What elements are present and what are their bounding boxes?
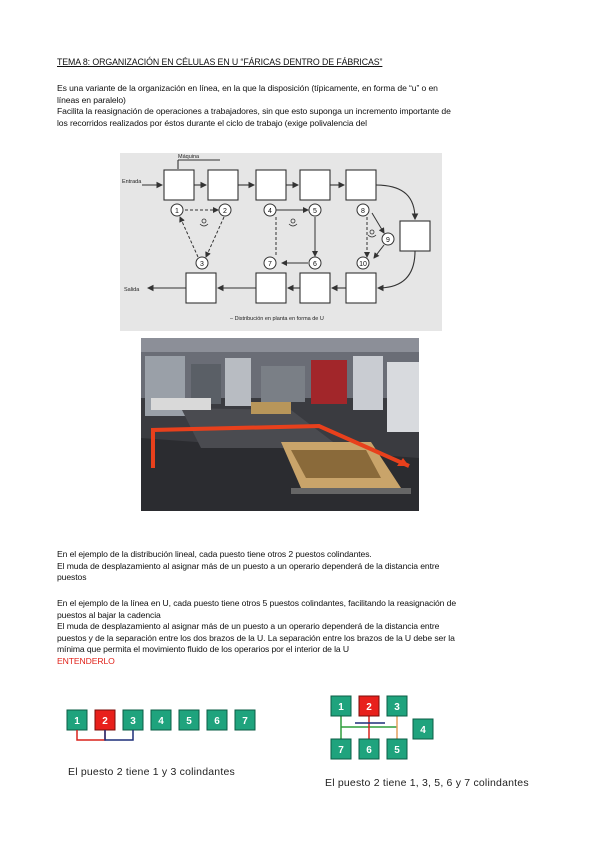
- station-label: 5: [394, 745, 400, 756]
- body-paragraph-linear: [57, 549, 557, 584]
- intro-line: los recorridos realizados por éstos durante el ciclo de trabajo (exige polivalencia del: [57, 117, 367, 128]
- u-caption: El puesto 2 tiene 1, 3, 5, 6 y 7 colindantes: [325, 777, 529, 789]
- factory-photo: [141, 338, 419, 511]
- machine-box: [346, 170, 376, 200]
- intro-paragraph: [57, 83, 557, 129]
- operator-number: 6: [313, 261, 317, 268]
- factory-photo-svg: [141, 338, 419, 511]
- station-label: 4: [158, 716, 164, 727]
- machine-box: [256, 170, 286, 200]
- body-line: puestos y de la separación entre los dos brazos de la U. La separación entre los brazos de la U debe ser la: [57, 632, 455, 643]
- operator-number: 5: [313, 208, 317, 215]
- station-label: 3: [394, 702, 400, 713]
- machine-box: [400, 221, 430, 251]
- machine-box: [300, 170, 330, 200]
- station-label: 6: [214, 716, 220, 727]
- page-title: TEMA 8: ORGANIZACIÓN EN CÉLULAS EN U “FÁRICAS DENTRO DE FÁBRICAS”: [57, 57, 383, 67]
- body-line: puestos al bajar la cadencia: [57, 609, 161, 620]
- diagram-caption: – Distribución en planta en forma de U: [230, 316, 324, 322]
- link-blue: [105, 730, 133, 740]
- linear-caption: El puesto 2 tiene 1 y 3 colindantes: [68, 766, 235, 778]
- body-line: El muda de desplazamiento al asignar más de un puesto a un operario dependerá de la distancia entre: [57, 621, 440, 631]
- operator-number: 7: [268, 261, 272, 268]
- station-label: 6: [366, 745, 372, 756]
- body-line: El muda de desplazamiento al asignar más de un puesto a un operario dependerá de la distancia entre: [57, 560, 440, 571]
- u-example: [325, 693, 555, 798]
- body-line: puestos: [57, 572, 87, 582]
- machine-box: [164, 170, 194, 200]
- machine-box: [208, 170, 238, 200]
- station-label: 1: [74, 716, 80, 727]
- operator-number: 8: [361, 208, 365, 215]
- station-label: 7: [338, 745, 344, 756]
- operator-number: 4: [268, 208, 272, 215]
- body-line: En el ejemplo de la línea en U, cada puesto tiene otros 5 puestos colindantes, facilitando la reasignación de: [57, 598, 457, 608]
- station-label: 2: [102, 716, 108, 727]
- label-salida: Salida: [124, 287, 140, 293]
- linear-example: [62, 705, 282, 785]
- body-line: mínima que permita el movimiento fluido de los operarios por el interior de la U: [57, 644, 349, 654]
- linear-example-svg: [62, 705, 282, 755]
- link-red: [77, 730, 105, 740]
- u-layout-diagram: [120, 153, 442, 331]
- station-label: 2: [366, 702, 372, 713]
- operator-number: 3: [200, 261, 204, 268]
- highlight-text: ENTENDERLO: [57, 655, 115, 666]
- intro-line: Es una variante de la organización en línea, en la que la disposición (típicamente, en forma de “u” o en: [57, 83, 438, 93]
- operator-number: 10: [359, 261, 367, 268]
- intro-line: líneas en paralelo): [57, 94, 126, 105]
- operator-number: 2: [223, 208, 227, 215]
- operator-number: 1: [175, 208, 179, 215]
- station-label: 5: [186, 716, 192, 727]
- machine-box: [346, 273, 376, 303]
- label-maquina: Máquina: [178, 154, 200, 160]
- station-label: 3: [130, 716, 136, 727]
- station-label: 4: [420, 725, 426, 736]
- label-entrada: Entrada: [122, 179, 142, 185]
- operator-number: 9: [386, 237, 390, 244]
- machine-box: [256, 273, 286, 303]
- body-paragraph-u: [57, 598, 557, 667]
- u-layout-diagram-svg: [120, 153, 442, 331]
- body-line: En el ejemplo de la distribución lineal, cada puesto tiene otros 2 puestos colindantes.: [57, 549, 372, 559]
- station-label: 1: [338, 702, 344, 713]
- machine-box: [300, 273, 330, 303]
- machine-box: [186, 273, 216, 303]
- intro-line: Facilita la reasignación de operaciones a trabajadores, sin que esto suponga un incremento importante de: [57, 106, 451, 116]
- u-example-svg: [325, 693, 445, 773]
- station-label: 7: [242, 716, 248, 727]
